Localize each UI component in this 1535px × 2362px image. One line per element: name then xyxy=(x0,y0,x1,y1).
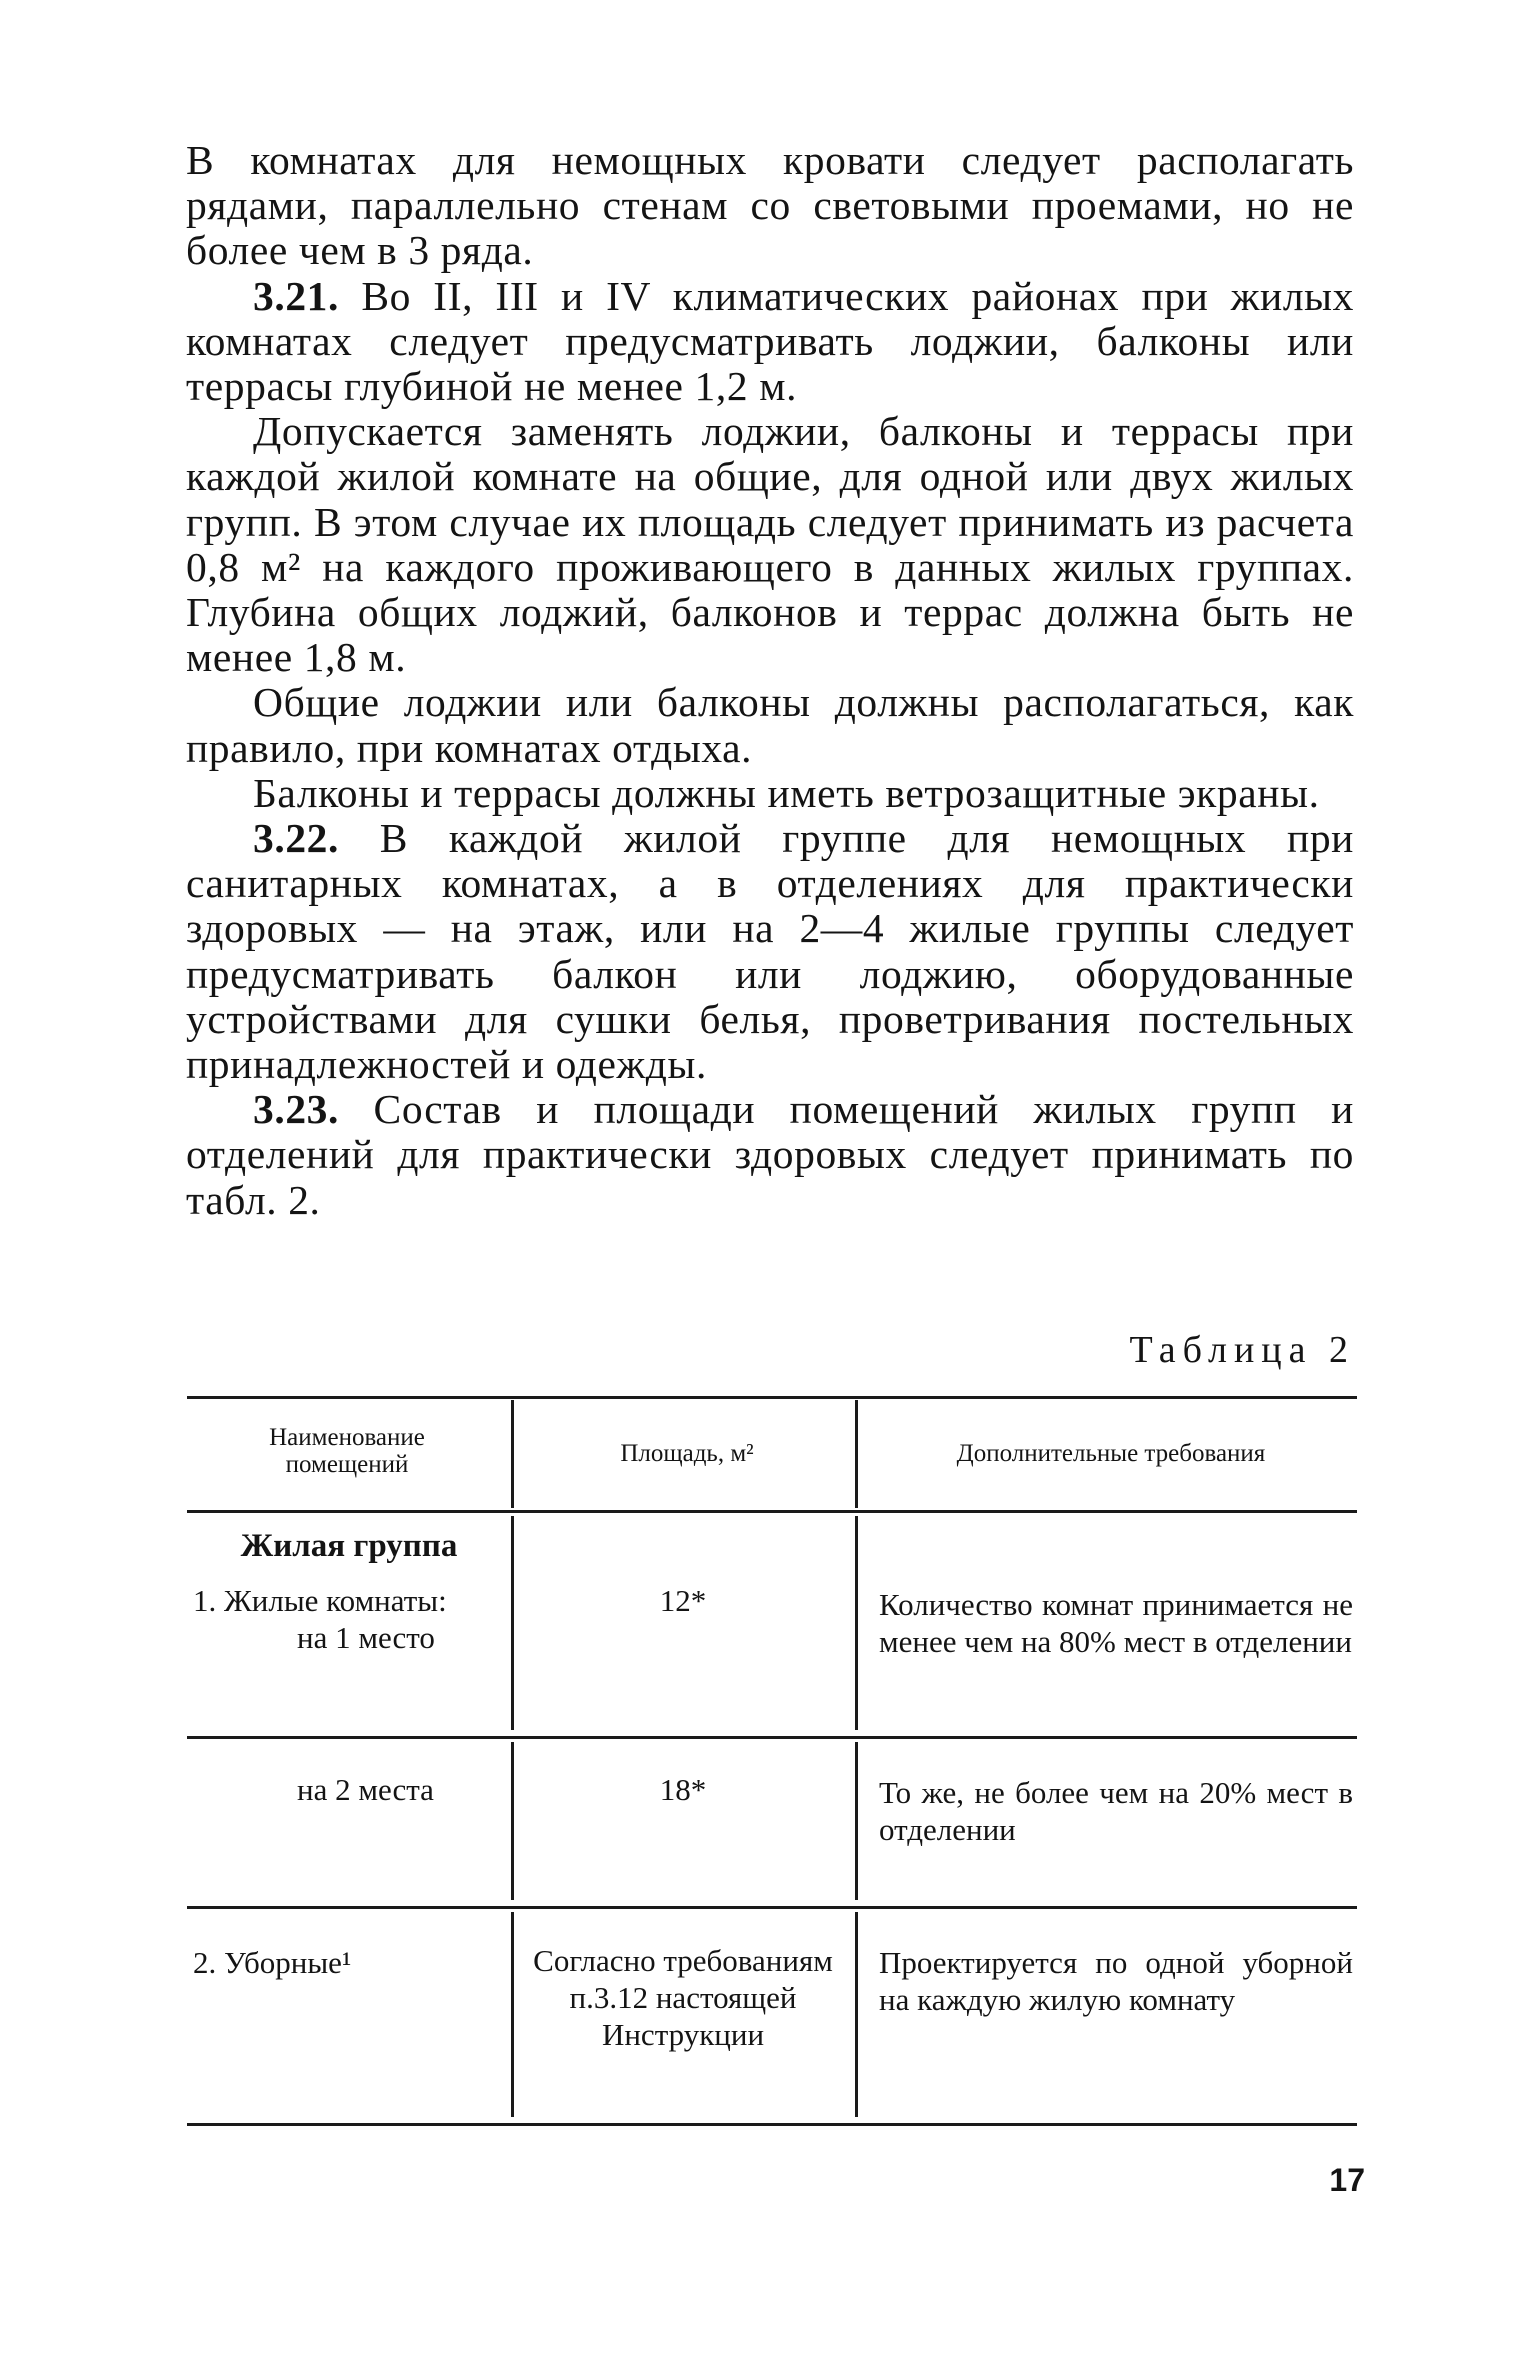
row-requirements: Количество комнат принимается не менее чем на 80% мест в отделении xyxy=(879,1587,1353,1659)
header-requirements: Дополнительные требования xyxy=(956,1440,1266,1467)
column-divider xyxy=(511,1516,514,1730)
table-2 xyxy=(187,1396,1357,2136)
row-area: 18* xyxy=(659,1772,707,1807)
paragraph-common-loggias: Общие лоджии или балконы должны располагаться, как правило, при комнатах отдыха. xyxy=(186,679,1354,771)
paragraph-3-21: 3.21. Во II, III и IV климатических районах при жилых комнатах следует предусматривать лоджии, балконы или террасы глубиной не менее 1,2 м. xyxy=(186,272,1354,410)
paragraph-windscreens: Балконы и террасы должны иметь ветрозащитные экраны. xyxy=(253,769,1320,816)
row-sub: на 2 места xyxy=(297,1772,434,1807)
paragraph-3-22: 3.22. В каждой жилой группе для немощных при санитарных комнатах, а в отделениях для практически здоровых — на этаж, или на 2—4 жилые группы следует предусматривать балкон или лоджию, оборудованные устройствами для сушки белья, проветривания постельных принадлежностей и одежды. xyxy=(186,815,1354,1088)
header-area: Площадь, м² xyxy=(620,1440,754,1467)
column-divider xyxy=(855,1400,858,1508)
header-rule xyxy=(187,1510,1357,1513)
column-divider xyxy=(855,1742,858,1900)
header-name: Наименование помещений xyxy=(269,1424,425,1478)
row-name: 2. Уборные¹ xyxy=(193,1945,352,1980)
table-top-rule xyxy=(187,1396,1357,1399)
row-rule xyxy=(187,1906,1357,1909)
row-requirements: То же, не более чем на 20% мест в отделении xyxy=(879,1775,1353,1847)
column-divider xyxy=(511,1742,514,1900)
row-rule xyxy=(187,1736,1357,1739)
group-title: Жилая группа xyxy=(240,1528,458,1564)
table-bottom-rule xyxy=(187,2123,1357,2126)
column-divider xyxy=(855,1516,858,1730)
page-number: 17 xyxy=(1329,2162,1365,2198)
row-area: 12* xyxy=(659,1583,707,1618)
row-sub: на 1 место xyxy=(297,1620,435,1655)
body-text xyxy=(186,138,1354,1223)
paragraph-3-23: 3.23. Состав и площади помещений жилых групп и отделений для практически здоровых следует принимать по табл. 2. xyxy=(186,1086,1354,1223)
row-name: 1. Жилые комнаты: xyxy=(193,1583,447,1618)
paragraph-loggias: Допускается заменять лоджии, балконы и террасы при каждой жилой комнате на общие, для одной или двух жилых групп. В этом случае их площадь следует принимать из расчета 0,8 м² на каждого проживающего в данных жилых группах. Глубина общих лоджий, балконов и террас должна быть не менее 1,8 м. xyxy=(186,408,1354,681)
row-area: Согласно требованиям п.3.12 настоящей Инструкции xyxy=(533,1943,833,2052)
column-divider xyxy=(511,1912,514,2117)
column-divider xyxy=(855,1912,858,2117)
column-divider xyxy=(511,1400,514,1508)
row-requirements: Проектируется по одной уборной на каждую жилую комнату xyxy=(879,1945,1353,2017)
paragraph-beds: В комнатах для немощных кровати следует располагать рядами, параллельно стенам со световыми проемами, но не более чем в 3 ряда. xyxy=(186,137,1354,274)
table-caption: Таблица 2 xyxy=(1129,1329,1355,1371)
